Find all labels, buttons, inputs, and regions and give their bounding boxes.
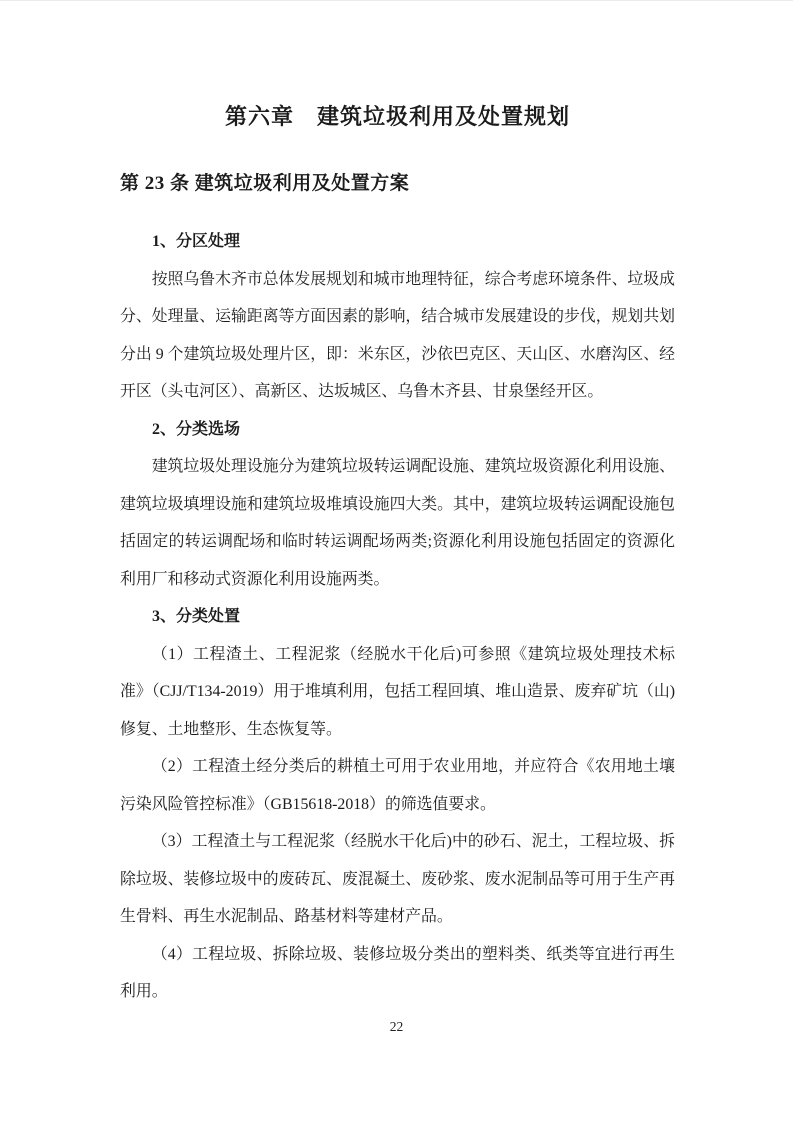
paragraph: 建筑垃圾处理设施分为建筑垃圾转运调配设施、建筑垃圾资源化利用设施、建筑垃圾填埋设施和建筑垃圾堆填设施四大类。其中，建筑垃圾转运调配设施包括固定的转运调配场和临时转运调配场两类;资源化利用设施包括固定的资源化利用厂和移动式资源化利用设施两类。 bbox=[120, 458, 675, 588]
subsection-heading-3: 3、分类处置 bbox=[152, 608, 241, 625]
paragraph: 按照乌鲁木齐市总体发展规划和城市地理特征，综合考虑环境条件、垃圾成分、处理量、运输距离等方面因素的影响，结合城市发展建设的步伐，规划共划分出 9 个建筑垃圾处理片区，即：米东区，沙依巴克区、天山区、水磨沟区、经开区（头屯河区）、高新区、达坂城区、乌鲁木齐县、甘泉堡经开区。 bbox=[120, 270, 675, 400]
document-body bbox=[0, 1, 793, 1123]
paragraph: （1）工程渣土、工程泥浆（经脱水干化后)可参照《建筑垃圾处理技术标准》（CJJ/T134-2019）用于堆填利用，包括工程回填、堆山造景、废弃矿坑（山)修复、土地整形、生态恢复等。 bbox=[120, 645, 675, 738]
subsection-heading-1: 1、分区处理 bbox=[152, 233, 241, 250]
subsection-heading-2: 2、分类选场 bbox=[152, 420, 241, 438]
page-number: 22 bbox=[389, 1019, 404, 1034]
section-heading: 第 23 条 建筑垃圾利用及处置方案 bbox=[120, 173, 410, 194]
section-content bbox=[120, 223, 675, 1011]
paragraph: （2）工程渣土经分类后的耕植土可用于农业用地，并应符合《农用地土壤污染风险管控标准》（GB15618-2018）的筛选值要求。 bbox=[120, 758, 675, 813]
paragraph: （3）工程渣土与工程泥浆（经脱水干化后)中的砂石、泥土，工程垃圾、拆除垃圾、装修垃圾中的废砖瓦、废混凝土、废砂浆、废水泥制品等可用于生产再生骨料、再生水泥制品、路基材料等建材产品。 bbox=[120, 833, 675, 925]
chapter-title: 第六章 建筑垃圾利用及处置规划 bbox=[224, 104, 570, 129]
paragraph: （4）工程垃圾、拆除垃圾、装修垃圾分类出的塑料类、纸类等宜进行再生利用。 bbox=[120, 945, 675, 1000]
